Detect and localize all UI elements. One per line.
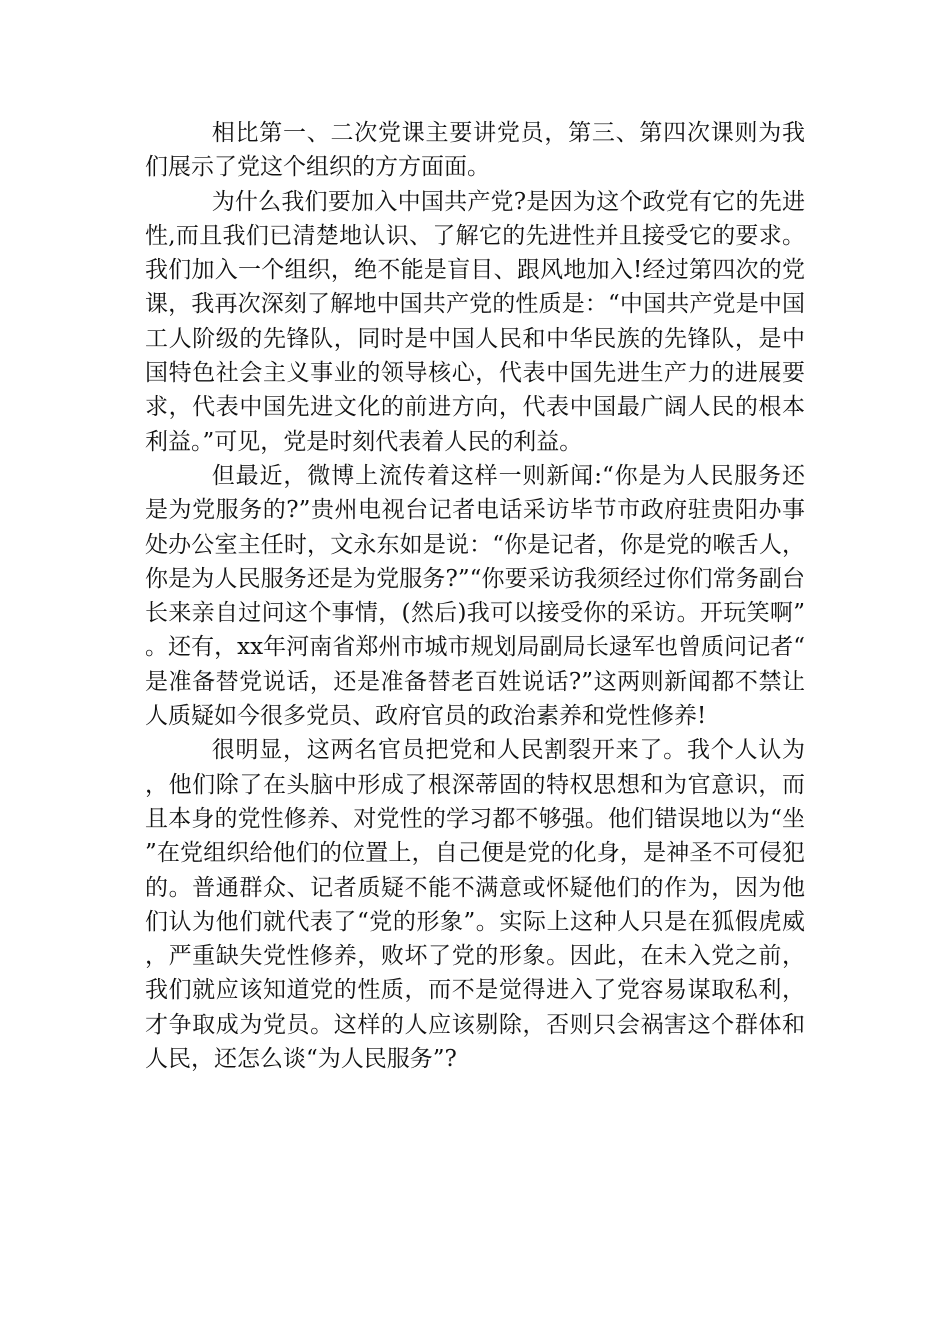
- paragraph-officials-analysis: 很明显，这两名官员把党和人民割裂开来了。我个人认为，他们除了在头脑中形成了根深蒂固的特权思想和为官意识，而且本身的党性修养、对党性的学习都不够强。他们错误地以为“坐”在党组织给他们的位置上，自己便是党的化身，是神圣不可侵犯的。普通群众、记者质疑不能不满意或怀疑他们的作为，因为他们认为他们就代表了“党的形象”。实际上这种人只是在狐假虎威，严重缺失党性修养，败坏了党的形象。因此，在未入党之前，我们就应该知道党的性质，而不是觉得进入了党容易谋取私利，才争取成为党员。这样的人应该剔除，否则只会祸害这个群体和人民，还怎么谈“为人民服务”?: [145, 737, 805, 1073]
- paragraph-party-course-intro: 相比第一、二次党课主要讲党员，第三、第四次课则为我们展示了党这个组织的方方面面。: [145, 120, 805, 181]
- document-page: [145, 116, 805, 1076]
- paragraph-why-join-party: 为什么我们要加入中国共产党?是因为这个政党有它的先进性,而且我们已清楚地认识、了解它的先进性并且接受它的要求。我们加入一个组织，绝不能是盲目、跟风地加入!经过第四次的党课，我再次深刻了解地中国共产党的性质是：“中国共产党是中国工人阶级的先锋队，同时是中国人民和中华民族的先锋队，是中国特色社会主义事业的领导核心，代表中国先进生产力的进展要求，代表中国先进文化的前进方向，代表中国最广阔人民的根本利益。”可见，党是时刻代表着人民的利益。: [145, 188, 805, 455]
- paragraph-weibo-news: 但最近，微博上流传着这样一则新闻:“你是为人民服务还是为党服务的?”贵州电视台记者电话采访毕节市政府驻贵阳办事处办公室主任时，文永东如是说：“你是记者，你是党的喉舌人，你是为人民服务还是为党服务?”“你要采访我须经过你们常务副台长来亲自过问这个事情，(然后)我可以接受你的采访。开玩笑啊”。还有，xx年河南省郑州市城市规划局副局长逯军也曾质问记者“是准备替党说话，还是准备替老百姓说话?”这两则新闻都不禁让人质疑如今很多党员、政府官员的政治素养和党性修养!: [145, 462, 805, 730]
